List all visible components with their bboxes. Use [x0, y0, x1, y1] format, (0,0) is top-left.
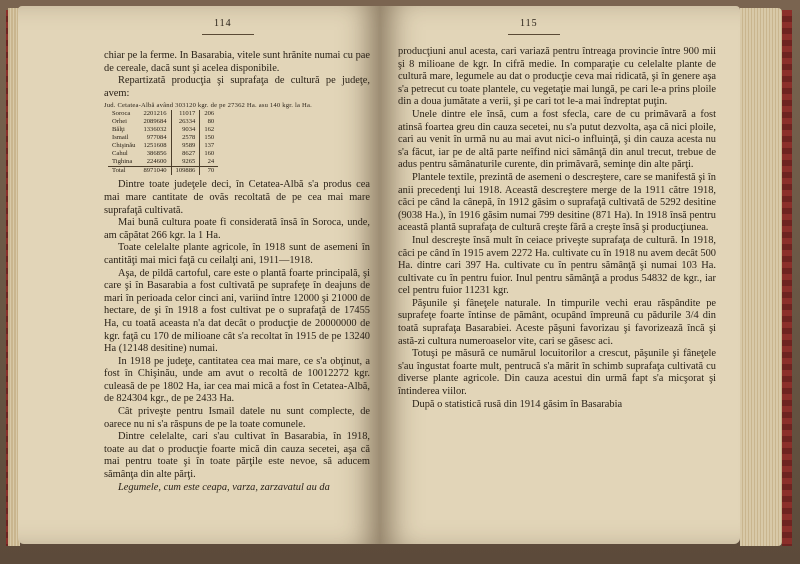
total-production: 8971040 — [139, 167, 171, 176]
county-name: Cahul — [112, 150, 128, 158]
table-body — [108, 110, 218, 175]
production-cell: 1251608 — [143, 142, 167, 150]
page-number-rule — [202, 34, 254, 35]
paragraph: Plantele textile, prezintă de asemeni o descreştere, care se manifestă şi în anii precedenţi lui 1918. Această descreştere merge de la 1911 către 1918, căci pe când la cânepă, în 1912 găsim o suprafaţă cultivată de 5292 desitine (9038 Ha.), în 1916 găsim numai 799 desitine (871 Ha). In 1918 însă pentru această plantă suprafaţa de cultură creşte fără a creşte însă şi producţiunea. — [398, 171, 716, 234]
paragraph: Dintre celelalte, cari s'au cultivat în Basarabia, în 1918, toate au dat o producţie foarte mică din cauza secetei, aşa că mai pentru toate şi în toate părţile este nevoe, să aducem sămânţa din alte părţi. — [104, 431, 370, 481]
area-cell: 9589 — [171, 142, 200, 150]
paragraph: producţiuni anul acesta, cari variază pentru întreaga provincie între 900 mii şi 8 milioane de kgr. In cifră medie. In comparaţie cu celelalte plante de cultură mare, legumele au dat o producţie ceva mai ridicată, şi în genere aşa s'a petrecut cu toate plantele, cu vegetaţie mai lungă, pe cari le-a prins ploile din a doua jumătate a verii, şi pe cari tot le-a mai îndreptat puţin. — [398, 46, 716, 108]
table-row — [108, 158, 218, 167]
county-name: Tighina — [112, 158, 133, 166]
right-page-body — [398, 46, 716, 411]
paragraph: chiar pe la ferme. In Basarabia, vitele sunt hrănite numai cu pae de cereale, dacă sunt şi acelea disponibile. — [104, 50, 370, 74]
paragraph: Păşunile şi fâneţele naturale. In timpurile vechi erau răspândite pe suprafeţe foarte întinse de pământ, ocupând împreună cu pădurile 3/4 din toată suprafaţa Basarabiei. Aceste păşuni favorizau şi favorizează încă şi astă-zi cultura numeroaselor vite, cari se găsesc aci. — [398, 297, 716, 347]
paragraph: Repartizată producţia şi suprafaţa de cultură pe judeţe, avem: — [104, 75, 370, 99]
paragraph: Unele dintre ele însă, cum a fost sfecla, care de cu primăvară a fost atinsă foartea greu din cauza secetei, nu s'a putut dezvolta, aşa că nici ploile, cari au venit în urmă nu au mai avut nici-o influinţă, şi din cauza acesta nu s'a făcut, iar pe de altă parte neîfind nici sămânţă din anul trecut, trebue de adus pentru sămânaturile curente, din primăvară, seminţe din alte părţi. — [398, 108, 716, 171]
table-row — [108, 134, 218, 142]
table-row — [108, 150, 218, 158]
county-name: Bălţi — [112, 126, 125, 134]
book-cover-edge-right — [782, 10, 792, 546]
paragraph: Mai bună cultura poate fi considerată însă în Soroca, unde, am căpătat 266 kgr. la 1 Ha. — [104, 217, 370, 241]
yield-cell: 206 — [204, 110, 215, 118]
paragraph: După o statistică rusă din 1914 găsim în Basarabia — [412, 398, 623, 410]
area-cell: 9034 — [171, 126, 200, 134]
total-yield: 70 — [200, 167, 218, 176]
paragraph: In 1918 pe judeţe, cantitatea cea mai mare, ce s'a obţinut, a fost în Chişinău, unde am avut o recoltă de 10012272 kgr. culeasă de pe 1802 Ha, iar cea mai mică a fost în Cetatea-Albă, de 824304 kgr., de pe 2433 Ha. — [104, 355, 370, 405]
production-cell: 1336032 — [143, 126, 167, 134]
paragraph: Aşa, de pildă cartoful, care este o plantă foarte principală, şi care şi în Basarabia a fost cultivată pe suprafeţe în deajuns de mari în perioada celor cinci ani, variind între 12000 şi 21000 de hectare, de şi în 1918 a fost cultivat pe o suprafaţă de 17455 Ha, cu toată aceasta n'a dat decât o producţie de 20000000 de kgr. faţă cu 170 de milioane cât s'a recoltat în 1915 de pe 13240 Ha (12148 desitine) numai. — [104, 267, 370, 355]
county-name: Chişinău — [112, 142, 136, 150]
yield-cell: 24 — [207, 158, 215, 166]
page-number: 115 — [520, 18, 538, 29]
production-cell: 2201216 — [143, 110, 167, 118]
table-header: Jud. Cetatea-Albă având 303120 kgr. de pe 27362 Ha. asu 140 kgr. la Ha. — [104, 102, 312, 110]
area-cell: 11017 — [171, 110, 200, 118]
right-page — [380, 6, 740, 544]
table-row — [108, 110, 218, 118]
paragraph: Totuşi pe măsură ce numărul locuitorilor a crescut, păşunile şi fâneţele s'au îngustat foarte mult, pentrucă s'a mărit în schimb suprafaţa cultivată cu diverse plante agricole. Din cauza acestui din urmă fapt s'a micşorat şi întinderea viilor. — [398, 348, 716, 398]
total-area: 109886 — [171, 167, 200, 176]
production-cell: 386856 — [146, 150, 167, 158]
area-cell: 26334 — [171, 118, 200, 126]
page-number-rule — [508, 34, 560, 35]
paragraph: Legumele, cum este ceapa, varza, zarzavatul au da — [118, 481, 330, 493]
production-cell: 977084 — [146, 134, 167, 142]
table-row — [108, 142, 218, 150]
page-stack-right — [740, 8, 782, 546]
area-cell: 8627 — [171, 150, 200, 158]
yield-cell: 160 — [204, 150, 215, 158]
left-page-body — [104, 50, 370, 494]
yield-cell: 137 — [204, 142, 215, 150]
paragraph: Dintre toate judeţele deci, în Cetatea-Albă s'a produs cea mai mare cantitate de ovăs recoltată de pe cea mai mare suprafaţă cultivată. — [104, 179, 370, 216]
table-row — [108, 118, 218, 126]
area-cell: 9265 — [171, 158, 200, 167]
production-cell: 2089684 — [143, 118, 167, 126]
production-cell: 224600 — [146, 158, 167, 166]
paragraph: Cât priveşte pentru Ismail datele nu sunt complecte, de oarece nu ni s'a răspuns de pe la toate comunele. — [104, 406, 370, 430]
county-name: Ismail — [112, 134, 129, 142]
total-label: Total — [108, 167, 139, 176]
table-row — [108, 126, 218, 134]
yield-cell: 80 — [207, 118, 215, 126]
yield-cell: 150 — [204, 134, 215, 142]
table-total-row — [108, 167, 218, 176]
county-name: Orhei — [112, 118, 128, 126]
county-name: Soroca — [112, 110, 131, 118]
area-cell: 2578 — [171, 134, 200, 142]
paragraph: Inul descreşte însă mult în ceiace priveşte suprafaţa de cultură. In 1918, căci pe când în 1915 avem 2272 Ha. cultivate cu în 1918 nu avem decât 500 Ha. dintre cari 397 Ha. cultivate cu în pentru sămânţă şi numai 103 Ha. cultivate cu în pentru fuior. Inul pentru sămânţă a produs 54832 de kgr., iar cel pentru fuior 11231 kgr. — [398, 234, 716, 297]
paragraph: Toate celelalte plante agricole, în 1918 sunt de asemeni în cantităţi mai mici faţă cu ceilalţi ani, 1911—1918. — [104, 242, 370, 266]
left-page — [18, 6, 380, 544]
page-number: 114 — [214, 18, 232, 29]
yield-table — [104, 102, 370, 175]
yield-cell: 162 — [204, 126, 215, 134]
